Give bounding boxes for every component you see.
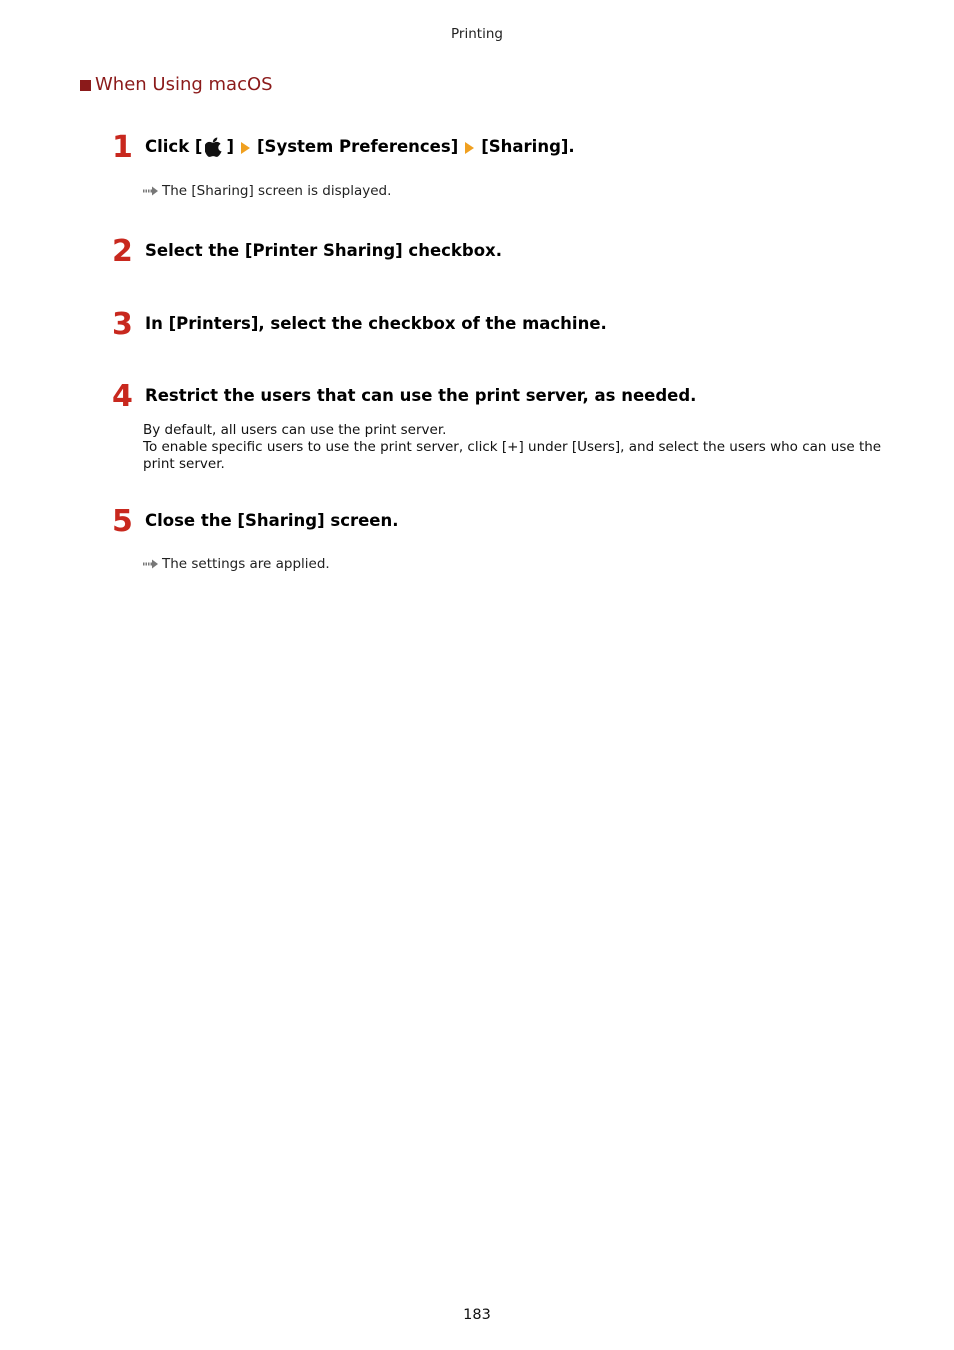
step-title-sharing: [Sharing]. [481,137,575,156]
step-number: 3 [112,307,133,342]
step-body [143,422,883,473]
step-result-text: The [Sharing] screen is displayed. [162,183,392,199]
step-number: 4 [112,379,133,414]
menu-arrow-icon [465,142,474,154]
step-title: Select the [Printer Sharing] checkbox. [145,241,502,260]
step-title-bracket: ] [226,137,235,156]
step-title: Close the [Sharing] screen. [145,511,399,530]
step-body-line: To enable specific users to use the print server, click [+] under [Users], and select the users who can use the print server. [143,439,882,472]
step-number: 1 [112,130,133,165]
step-title: Restrict the users that can use the print server, as needed. [145,386,697,405]
step-result [143,556,330,572]
step-title [145,136,575,158]
page-number: 183 [463,1307,491,1323]
step-body-line: By default, all users can use the print server. [143,422,447,438]
result-arrow-icon [143,186,158,196]
step-number: 2 [112,234,133,269]
step-title-prefix: Click [ [145,137,203,156]
step-number: 5 [112,504,133,539]
apple-icon [205,137,223,157]
section-heading-text: When Using macOS [95,74,273,95]
step-title-system-preferences: [System Preferences] [257,137,459,156]
step-title: In [Printers], select the checkbox of the machine. [145,314,607,333]
step-result-text: The settings are applied. [162,556,330,572]
heading-square-icon [80,80,91,91]
result-arrow-icon [143,559,158,569]
menu-arrow-icon [241,142,250,154]
section-heading [80,74,273,95]
step-result [143,183,391,199]
running-header: Printing [451,26,503,42]
